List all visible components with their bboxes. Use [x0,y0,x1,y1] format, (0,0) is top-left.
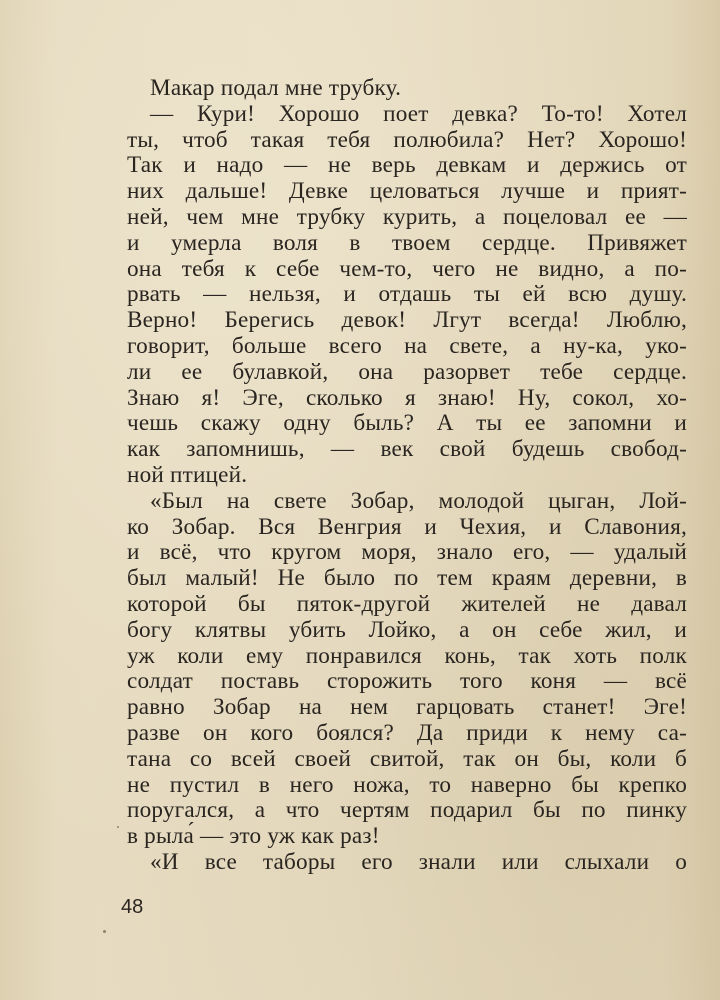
text-line: она тебя к себе чем-то, чего не видно, а по- [127,255,687,282]
text-line: тана со всей своей свитой, так он бы, коли б [127,745,687,772]
text-line: говорит, больше всего на свете, а ну-ка, уко- [127,332,687,359]
text-line: ко Зобар. Вся Венгрия и Чехия, и Славония, [127,513,687,540]
text-line: равно Зобар на нем гарцовать станет! Эге! [127,694,687,721]
text-line: — Кури! Хорошо поет девка? То-то! Хотел [150,100,687,127]
text-line: солдат поставь сторожить того коня — всё [127,668,687,695]
text-line: ней, чем мне трубку курить, а поцеловал ее — [127,203,687,230]
text-line: них дальше! Девке целоваться лучше и прият- [127,178,687,205]
text-line: поругался, а что чертям подарил бы по пинку [127,797,687,824]
text-line: рвать — нельзя, и отдашь ты ей всю душу. [127,281,687,308]
text-line: ной птицей. [127,461,248,488]
paper-speck [117,826,119,828]
text-line: Так и надо — не верь девкам и держись от [127,152,687,179]
text-line: Знаю я! Эге, сколько я знаю! Ну, сокол, хо- [127,384,687,411]
text-line: и умерла воля в твоем сердце. Привяжет [127,229,687,256]
text-line: уж коли ему понравился конь, так хоть полк [127,642,687,669]
paper-speck [103,930,106,933]
text-line: «Был на свете Зобар, молодой цыган, Лой- [150,487,687,514]
text-line: в рыла́ — это уж как раз! [127,823,380,850]
text-line: ли ее булавкой, она разорвет тебе сердце. [127,358,687,385]
text-line: разве он кого боялся? Да приди к нему са- [127,719,687,746]
text-line: «И все таборы его знали или слыхали о [150,848,687,875]
text-line: которой бы пяток-другой жителей не давал [127,590,687,617]
text-line: Макар подал мне трубку. [150,75,402,101]
text-line: как запомнишь, — век свой будешь свобод- [127,436,687,463]
text-line: Верно! Берегись девок! Лгут всегда! Люблю, [127,307,687,334]
page-body-text [127,76,687,876]
text-line: ты, чтоб такая тебя полюбила? Нет? Хорошо! [127,126,687,153]
text-line: и всё, что кругом моря, знало его, — удалый [127,539,687,566]
text-line: был малый! Не было по тем краям деревни, в [127,565,687,592]
text-line: не пустил в него ножа, то наверно бы крепко [127,771,687,798]
page-number: 48 [121,896,144,918]
text-line: богу клятвы убить Лойко, а он себе жил, и [127,616,687,643]
text-line: чешь скажу одну быль? А ты ее запомни и [127,410,687,437]
